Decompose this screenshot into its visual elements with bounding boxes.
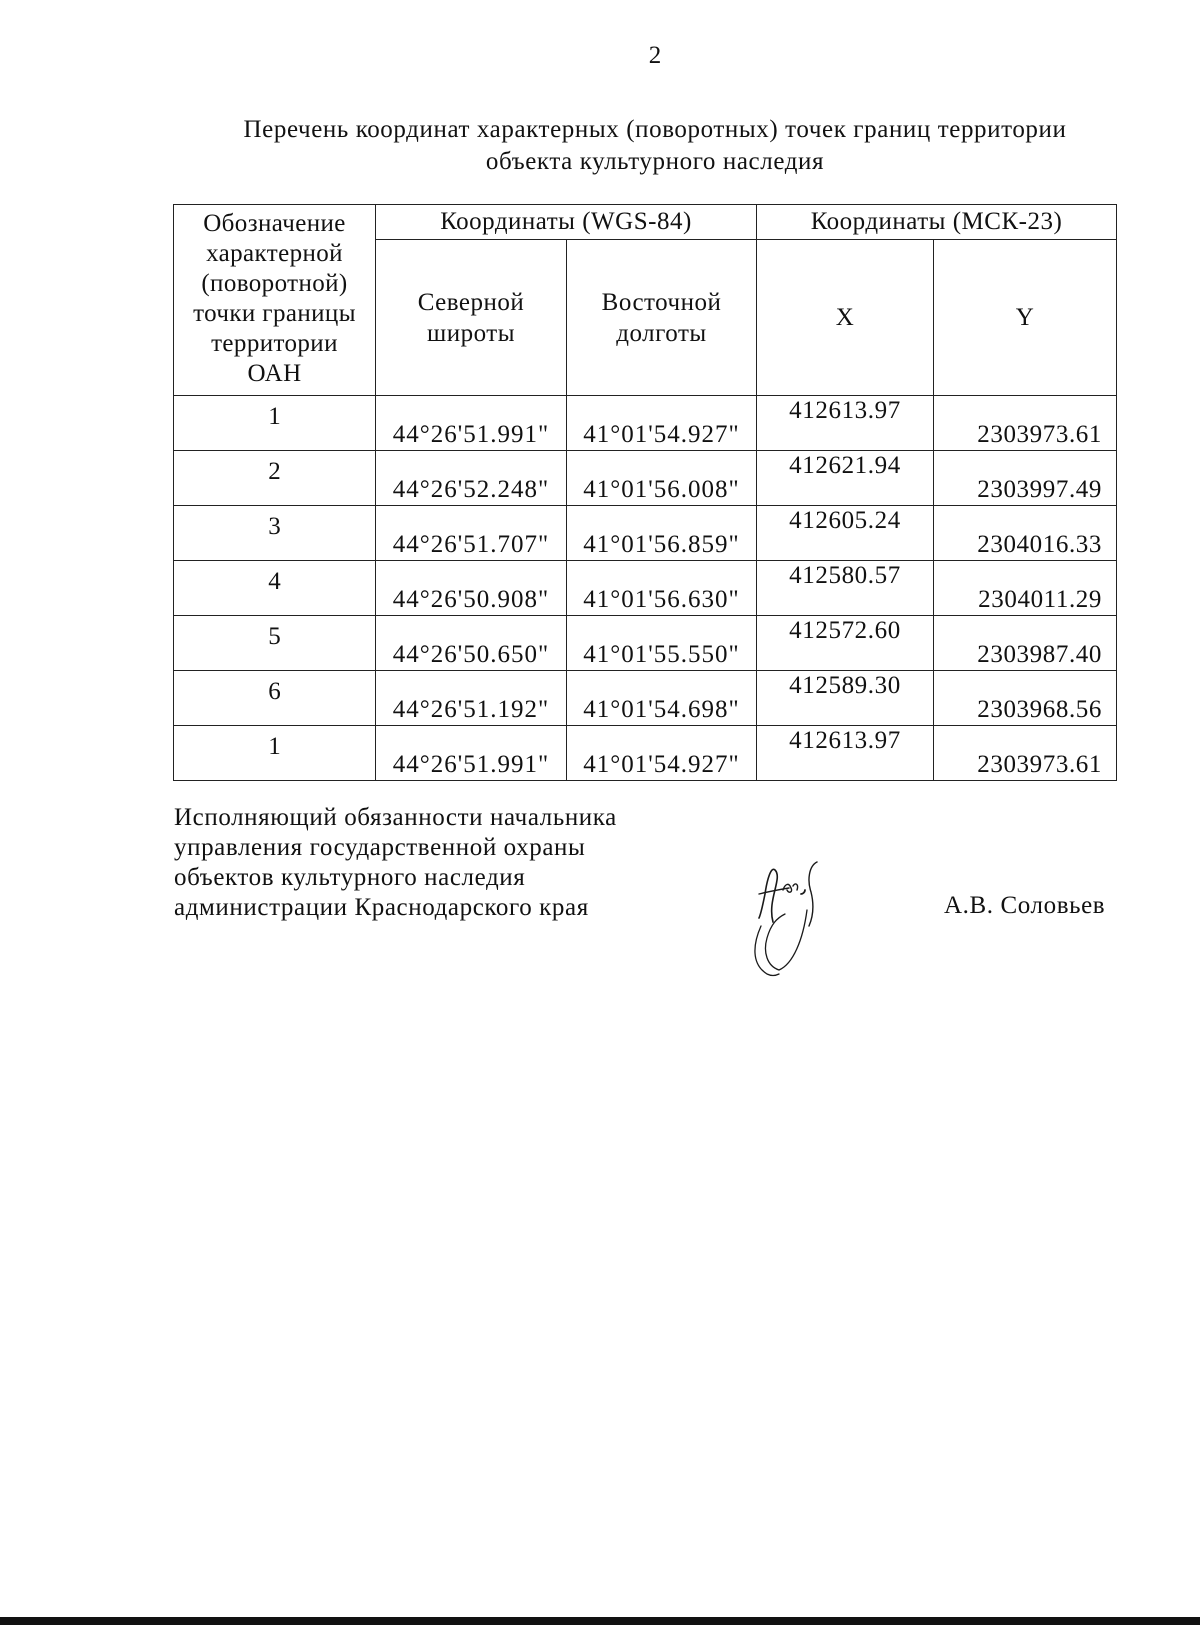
page-number: 2 (648, 42, 662, 69)
cell-north: 44°26'51.991" (376, 726, 567, 781)
cell-point: 5 (174, 616, 376, 671)
cell-east: 41°01'54.927" (567, 396, 757, 451)
handwritten-signature (745, 860, 855, 1005)
cell-east: 41°01'56.008" (567, 451, 757, 506)
cell-x: 412589.30 (757, 671, 934, 726)
cell-x: 412580.57 (757, 561, 934, 616)
document-title-line-1: Перечень координат характерных (поворотных) точек границ территории (243, 116, 1067, 143)
cell-east: 41°01'56.630" (567, 561, 757, 616)
header-msk23-group: Координаты (МСК-23) (757, 205, 1117, 240)
header-east-longitude: Восточной долготы (567, 240, 757, 396)
cell-east: 41°01'55.550" (567, 616, 757, 671)
cell-north: 44°26'50.650" (376, 616, 567, 671)
cell-y: 2303987.40 (934, 616, 1117, 671)
header-x: X (757, 240, 934, 396)
signatory-position (174, 803, 617, 923)
coordinates-table (173, 204, 1117, 781)
cell-x: 412621.94 (757, 451, 934, 506)
cell-y: 2303973.61 (934, 726, 1117, 781)
signatory-position-line: Исполняющий обязанности начальника (174, 804, 617, 831)
signatory-name: А.В. Соловьев (944, 892, 1106, 919)
header-north-latitude: Северной широты (376, 240, 567, 396)
cell-x: 412605.24 (757, 506, 934, 561)
table-row (174, 671, 1117, 726)
cell-point: 1 (174, 726, 376, 781)
cell-point: 2 (174, 451, 376, 506)
cell-point: 1 (174, 396, 376, 451)
cell-x: 412613.97 (757, 396, 934, 451)
scan-bottom-edge (0, 1617, 1200, 1625)
cell-y: 2304011.29 (934, 561, 1117, 616)
cell-east: 41°01'54.927" (567, 726, 757, 781)
signatory-position-line: объектов культурного наследия (174, 864, 526, 891)
cell-north: 44°26'52.248" (376, 451, 567, 506)
cell-point: 6 (174, 671, 376, 726)
signatory-position-line: администрации Краснодарского края (174, 894, 589, 921)
header-wgs84-group: Координаты (WGS-84) (376, 205, 757, 240)
cell-north: 44°26'51.192" (376, 671, 567, 726)
cell-east: 41°01'56.859" (567, 506, 757, 561)
document-title (150, 114, 1160, 178)
table-row (174, 726, 1117, 781)
cell-x: 412613.97 (757, 726, 934, 781)
cell-north: 44°26'50.908" (376, 561, 567, 616)
signatory-position-line: управления государственной охраны (174, 834, 586, 861)
cell-north: 44°26'51.991" (376, 396, 567, 451)
cell-point: 4 (174, 561, 376, 616)
table-row (174, 616, 1117, 671)
cell-east: 41°01'54.698" (567, 671, 757, 726)
cell-y: 2303973.61 (934, 396, 1117, 451)
cell-north: 44°26'51.707" (376, 506, 567, 561)
cell-point: 3 (174, 506, 376, 561)
table-row (174, 561, 1117, 616)
cell-x: 412572.60 (757, 616, 934, 671)
table-row (174, 451, 1117, 506)
table-row (174, 506, 1117, 561)
header-point-designation: Обозначение характерной (поворотной) точки границы территории ОАН (174, 205, 376, 396)
cell-y: 2304016.33 (934, 506, 1117, 561)
table-row (174, 396, 1117, 451)
document-title-line-2: объекта культурного наследия (485, 148, 825, 175)
header-y: Y (934, 240, 1117, 396)
cell-y: 2303968.56 (934, 671, 1117, 726)
cell-y: 2303997.49 (934, 451, 1117, 506)
